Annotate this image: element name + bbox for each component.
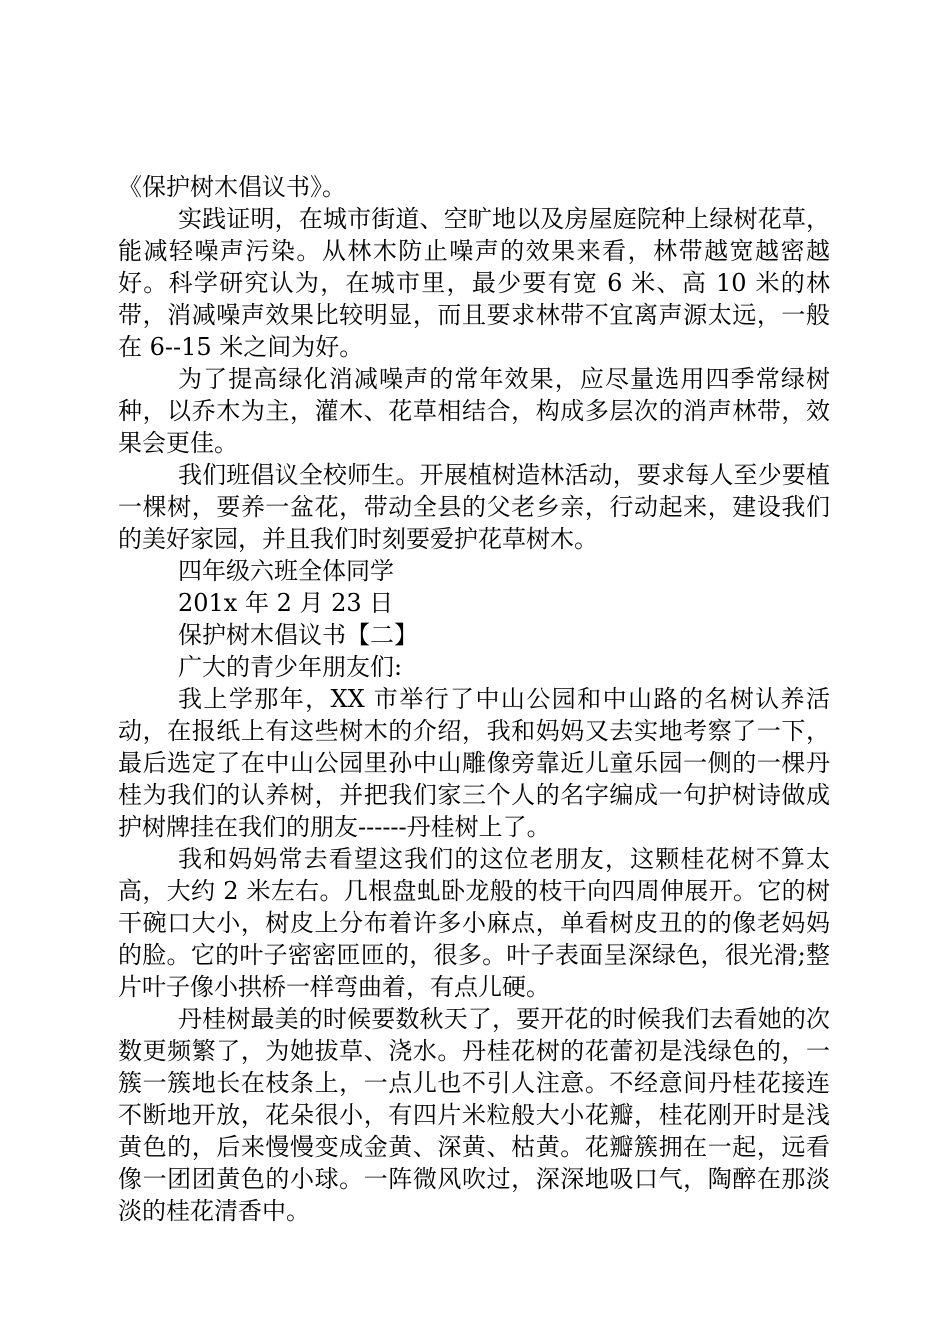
paragraph-tree-description: 我和妈妈常去看望这我们的这位老朋友，这颗桂花树不算太高，大约 2 米左右。几根盘虬卧龙般的枝干向四周伸展开。它的树干碗口大小，树皮上分布着许多小麻点，单看树皮丑的的像老妈妈的脸。它的叶子密密匝匝的，很多。叶子表面呈深绿色，很光滑;整片叶子像小拱桥一样弯曲着，有点儿硬。 — [118, 845, 830, 1001]
signature-class: 四年级六班全体同学 — [178, 557, 394, 585]
paragraph-evergreen: 为了提高绿化消减噪声的常年效果，应尽量选用四季常绿树种，以乔木为主，灌木、花草相结合，构成多层次的消声林带，效果会更佳。 — [118, 365, 830, 457]
section-heading: 保护树木倡议书【二】 — [178, 621, 418, 649]
paragraph-title-reference: 《保护树木倡议书》。 — [118, 173, 346, 201]
signature-date: 201x 年 2 月 23 日 — [178, 589, 394, 617]
paragraph-proposal: 我们班倡议全校师生。开展植树造林活动，要求每人至少要植一棵树，要养一盆花，带动全县的父老乡亲，行动起来，建设我们的美好家园，并且我们时刻要爱护花草树木。 — [118, 461, 830, 553]
paragraph-autumn-bloom: 丹桂树最美的时候要数秋天了，要开花的时候我们去看她的次数更频繁了，为她拔草、浇水。丹桂花树的花蕾初是浅绿色的，一簇一簇地长在枝条上，一点儿也不引人注意。不经意间丹桂花接连不断地开放，花朵很小，有四片米粒般大小花瓣，桂花刚开时是浅黄色的，后来慢慢变成金黄、深黄、枯黄。花瓣簇拥在一起，远看像一团团黄色的小球。一阵微风吹过，深深地吸口气，陶醉在那淡淡的桂花清香中。 — [118, 1005, 830, 1225]
salutation: 广大的青少年朋友们: — [178, 653, 403, 681]
paragraph-tree-adoption: 我上学那年，XX 市举行了中山公园和中山路的名树认养活动，在报纸上有这些树木的介绍，我和妈妈又去实地考察了一下，最后选定了在中山公园里孙中山雕像旁靠近儿童乐园一侧的一棵丹桂为我们的认养树，并把我们家三个人的名字编成一句护树诗做成护树牌挂在我们的朋友------丹桂树上了。 — [118, 685, 830, 841]
document-page — [118, 171, 830, 1227]
paragraph-noise-reduction: 实践证明，在城市街道、空旷地以及房屋庭院种上绿树花草，能减轻噪声污染。从林木防止噪声的效果来看，林带越宽越密越好。科学研究认为，在城市里，最少要有宽 6 米、高 10 米的林带，消减噪声效果比较明显，而且要求林带不宜离声源太远，一般在 6--15 米之间为好。 — [118, 205, 830, 361]
